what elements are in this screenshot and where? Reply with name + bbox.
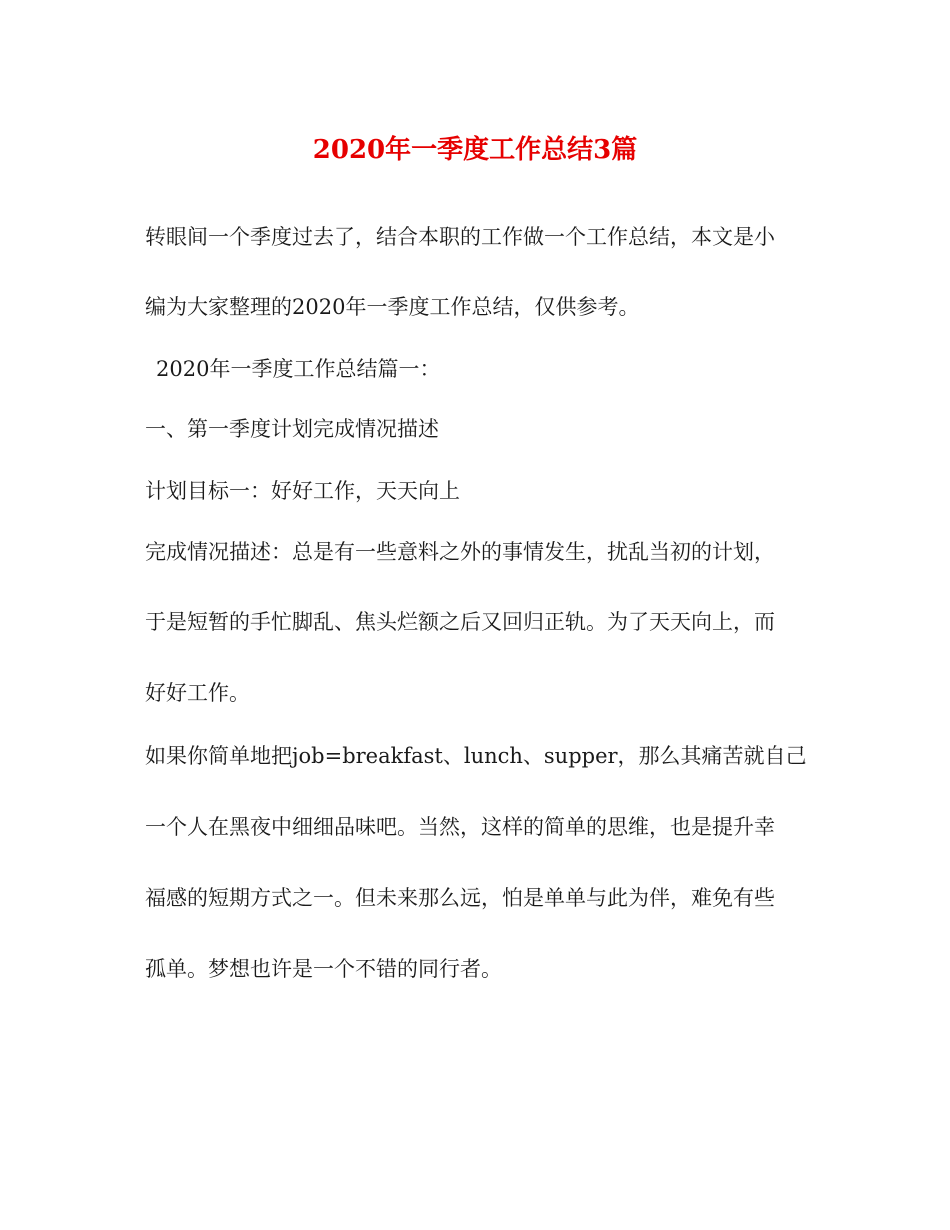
- plan-goal-line: 计划目标一：好好工作，天天向上: [145, 479, 460, 503]
- paragraph-line-10: 一个人在黑夜中细细品味吧。当然，这样的简单的思维，也是提升幸: [145, 815, 775, 839]
- paragraph-line-1: 转眼间一个季度过去了，结合本职的工作做一个工作总结，本文是小: [145, 225, 775, 249]
- paragraph-line-7: 于是短暂的手忙脚乱、焦头烂额之后又回归正轨。为了天天向上，而: [145, 610, 775, 634]
- document-title: 2020年一季度工作总结3篇: [312, 135, 638, 165]
- section-heading-part-one: 2020年一季度工作总结篇一：: [156, 357, 441, 381]
- paragraph-line-8: 好好工作。: [145, 681, 250, 705]
- paragraph-line-12: 孤单。梦想也许是一个不错的同行者。: [145, 957, 502, 981]
- paragraph-line-2: 编为大家整理的2020年一季度工作总结，仅供参考。: [145, 295, 640, 319]
- paragraph-line-11: 福感的短期方式之一。但未来那么远，怕是单单与此为伴，难免有些: [145, 886, 775, 910]
- section-heading-plan-completion: 一、第一季度计划完成情况描述: [145, 417, 439, 441]
- paragraph-line-9: 如果你简单地把job=breakfast、lunch、supper，那么其痛苦就自己: [145, 744, 807, 768]
- paragraph-line-6: 完成情况描述：总是有一些意料之外的事情发生，扰乱当初的计划，: [145, 540, 775, 564]
